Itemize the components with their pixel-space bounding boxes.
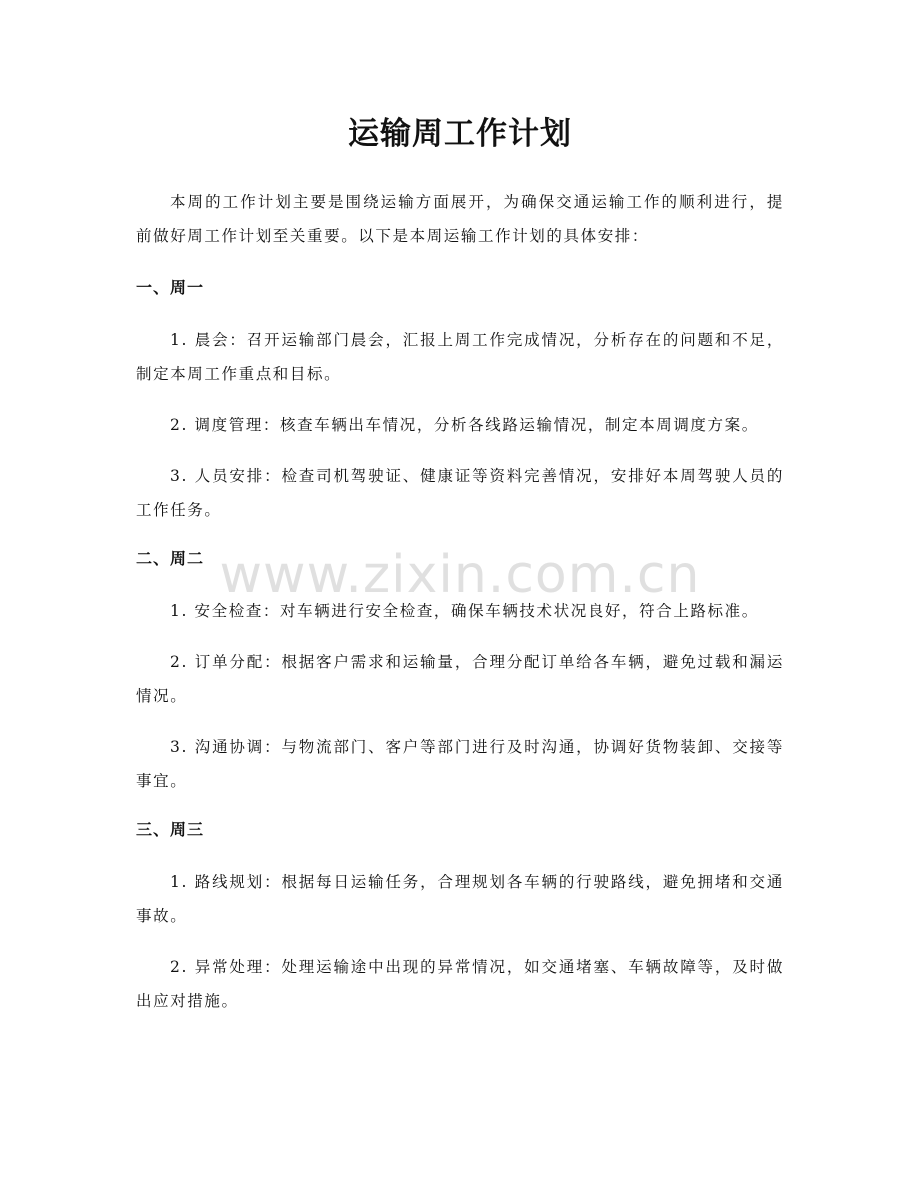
list-item: 2. 异常处理：处理运输途中出现的异常情况，如交通堵塞、车辆故障等，及时做出应对措施。 — [136, 958, 784, 1010]
document-body — [136, 185, 784, 1035]
list-item: 1. 路线规划：根据每日运输任务，合理规划各车辆的行驶路线，避免拥堵和交通事故。 — [136, 873, 784, 925]
list-item: 3. 人员安排：检查司机驾驶证、健康证等资料完善情况，安排好本周驾驶人员的工作任务。 — [136, 467, 784, 519]
section-heading: 一、周一 — [136, 278, 205, 297]
list-item: 1. 晨会：召开运输部门晨会，汇报上周工作完成情况，分析存在的问题和不足，制定本周工作重点和目标。 — [136, 331, 784, 383]
section-heading: 二、周二 — [136, 549, 205, 568]
section-monday — [136, 273, 784, 527]
list-item: 3. 沟通协调：与物流部门、客户等部门进行及时沟通，协调好货物装卸、交接等事宜。 — [136, 738, 784, 790]
list-item: 2. 调度管理：核查车辆出车情况，分析各线路运输情况，制定本周调度方案。 — [170, 416, 759, 434]
document-title: 运输周工作计划 — [348, 116, 572, 152]
list-item: 1. 安全检查：对车辆进行安全检查，确保车辆技术状况良好，符合上路标准。 — [170, 602, 759, 620]
list-item: 2. 订单分配：根据客户需求和运输量，合理分配订单给各车辆，避免过载和漏运情况。 — [136, 653, 784, 705]
intro-paragraph: 本周的工作计划主要是围绕运输方面展开，为确保交通运输工作的顺利进行，提前做好周工作计划至关重要。以下是本周运输工作计划的具体安排： — [136, 193, 784, 245]
section-tuesday — [136, 544, 784, 798]
section-heading: 三、周三 — [136, 820, 205, 839]
section-wednesday — [136, 815, 784, 1018]
watermark: www.zixin.com.cn — [219, 545, 701, 605]
